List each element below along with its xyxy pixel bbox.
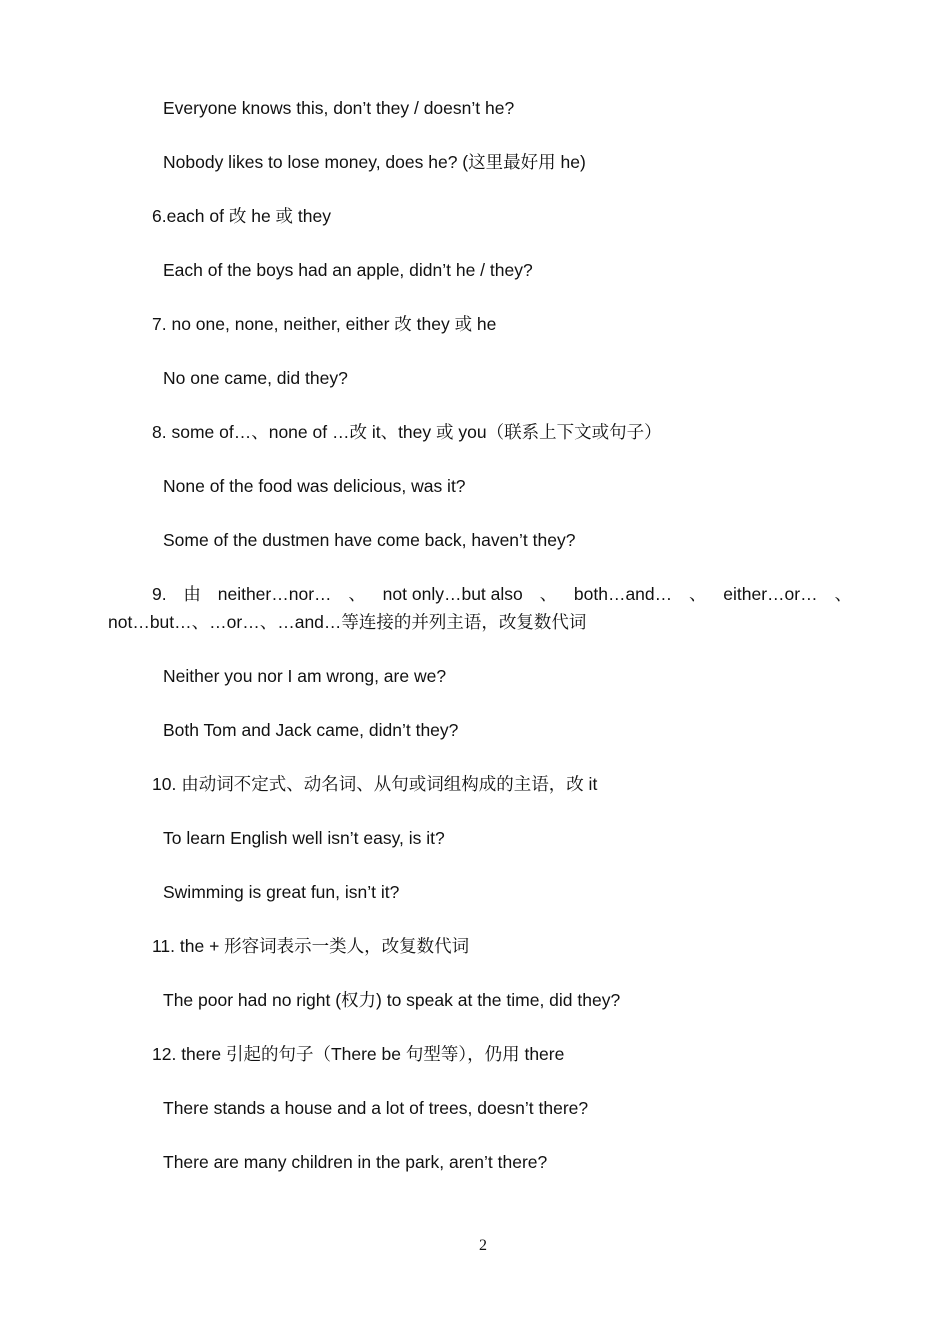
rule-heading-justified — [152, 583, 852, 605]
example-sentence: No one came, did they? — [163, 368, 348, 388]
example-sentence: There stands a house and a lot of trees, doesn’t there? — [163, 1098, 589, 1118]
page-number: 2 — [479, 1237, 487, 1254]
example-sentence: Some of the dustmen have come back, haven’t they? — [163, 530, 576, 550]
rule-part: 由 — [183, 584, 201, 604]
rule-part: both…and… — [573, 584, 673, 604]
rule-part: 、 — [539, 584, 558, 604]
example-sentence: To learn English well isn’t easy, is it? — [163, 828, 445, 848]
rule-part: 、 — [688, 584, 707, 604]
rule-heading: 8. some of…、none of …改 it、they 或 you（联系上下文或句子） — [152, 422, 662, 442]
rule-heading: 6.each of 改 he 或 they — [152, 206, 331, 226]
rule-heading: 11. the + 形容词表示一类人，改复数代词 — [152, 936, 470, 956]
example-sentence: Swimming is great fun, isn’t it? — [163, 882, 400, 902]
rule-part: neither…nor… — [217, 584, 332, 604]
rule-heading-continuation: not…but…、…or…、…and…等连接的并列主语，改复数代词 — [108, 612, 587, 632]
example-sentence: Everyone knows this, don’t they / doesn’t he? — [163, 98, 515, 118]
rule-heading: 10. 由动词不定式、动名词、从句或词组构成的主语，改 it — [152, 774, 598, 794]
rule-heading: 7. no one, none, neither, either 改 they 或 he — [152, 314, 497, 334]
rule-part: either…or… — [723, 584, 818, 604]
rule-part: 、 — [348, 584, 366, 604]
example-sentence: The poor had no right (权力) to speak at the time, did they? — [163, 990, 621, 1010]
rule-part: 9. — [152, 584, 167, 604]
rule-part: not only…but also — [382, 584, 523, 604]
example-sentence: There are many children in the park, aren’t there? — [163, 1152, 548, 1172]
example-sentence: Nobody likes to lose money, does he? (这里最好用 he) — [163, 152, 586, 172]
example-sentence: Each of the boys had an apple, didn’t he / they? — [163, 260, 533, 280]
rule-heading: 12. there 引起的句子（There be 句型等），仍用 there — [152, 1044, 565, 1064]
rule-part: 、 — [834, 584, 852, 604]
example-sentence: Both Tom and Jack came, didn’t they? — [163, 720, 459, 740]
example-sentence: None of the food was delicious, was it? — [163, 476, 466, 496]
example-sentence: Neither you nor I am wrong, are we? — [163, 666, 447, 686]
